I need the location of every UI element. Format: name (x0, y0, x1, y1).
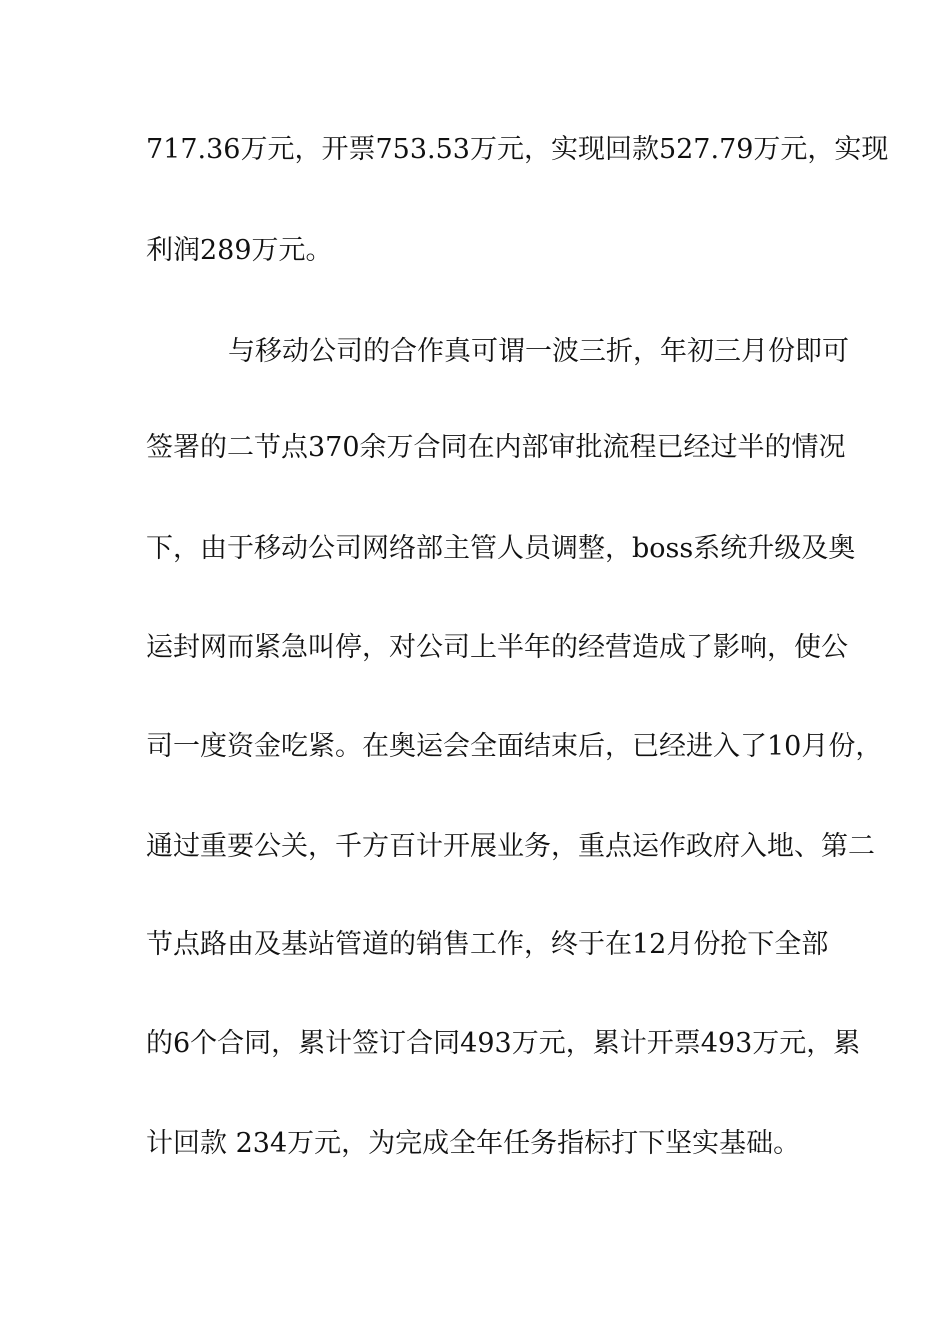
text-line: 通过重要公关，千方百计开展业务，重点运作政府入地、第二 (146, 831, 875, 862)
text-line: 的6个合同，累计签订合同493万元，累计开票493万元，累 (146, 1028, 861, 1059)
text-line: 节点路由及基站管道的销售工作，终于在12月份抢下全部 (146, 929, 829, 960)
text-line: 计回款 234万元，为完成全年任务指标打下坚实基础。 (146, 1128, 801, 1159)
text-line: 运封网而紧急叫停，对公司上半年的经营造成了影响，使公 (146, 632, 848, 663)
text-line: 下，由于移动公司网络部主管人员调整，boss系统升级及奥 (146, 533, 856, 564)
text-line: 717.36万元，开票753.53万元，实现回款527.79万元，实现 (146, 134, 889, 165)
paragraph-start-line: 与移动公司的合作真可谓一波三折，年初三月份即可 (228, 336, 849, 367)
text-line: 司一度资金吃紧。在奥运会全面结束后，已经进入了10月份， (146, 731, 883, 762)
text-line: 签署的二节点370余万合同在内部审批流程已经过半的情况 (146, 432, 846, 463)
text-line: 利润289万元。 (146, 235, 333, 266)
